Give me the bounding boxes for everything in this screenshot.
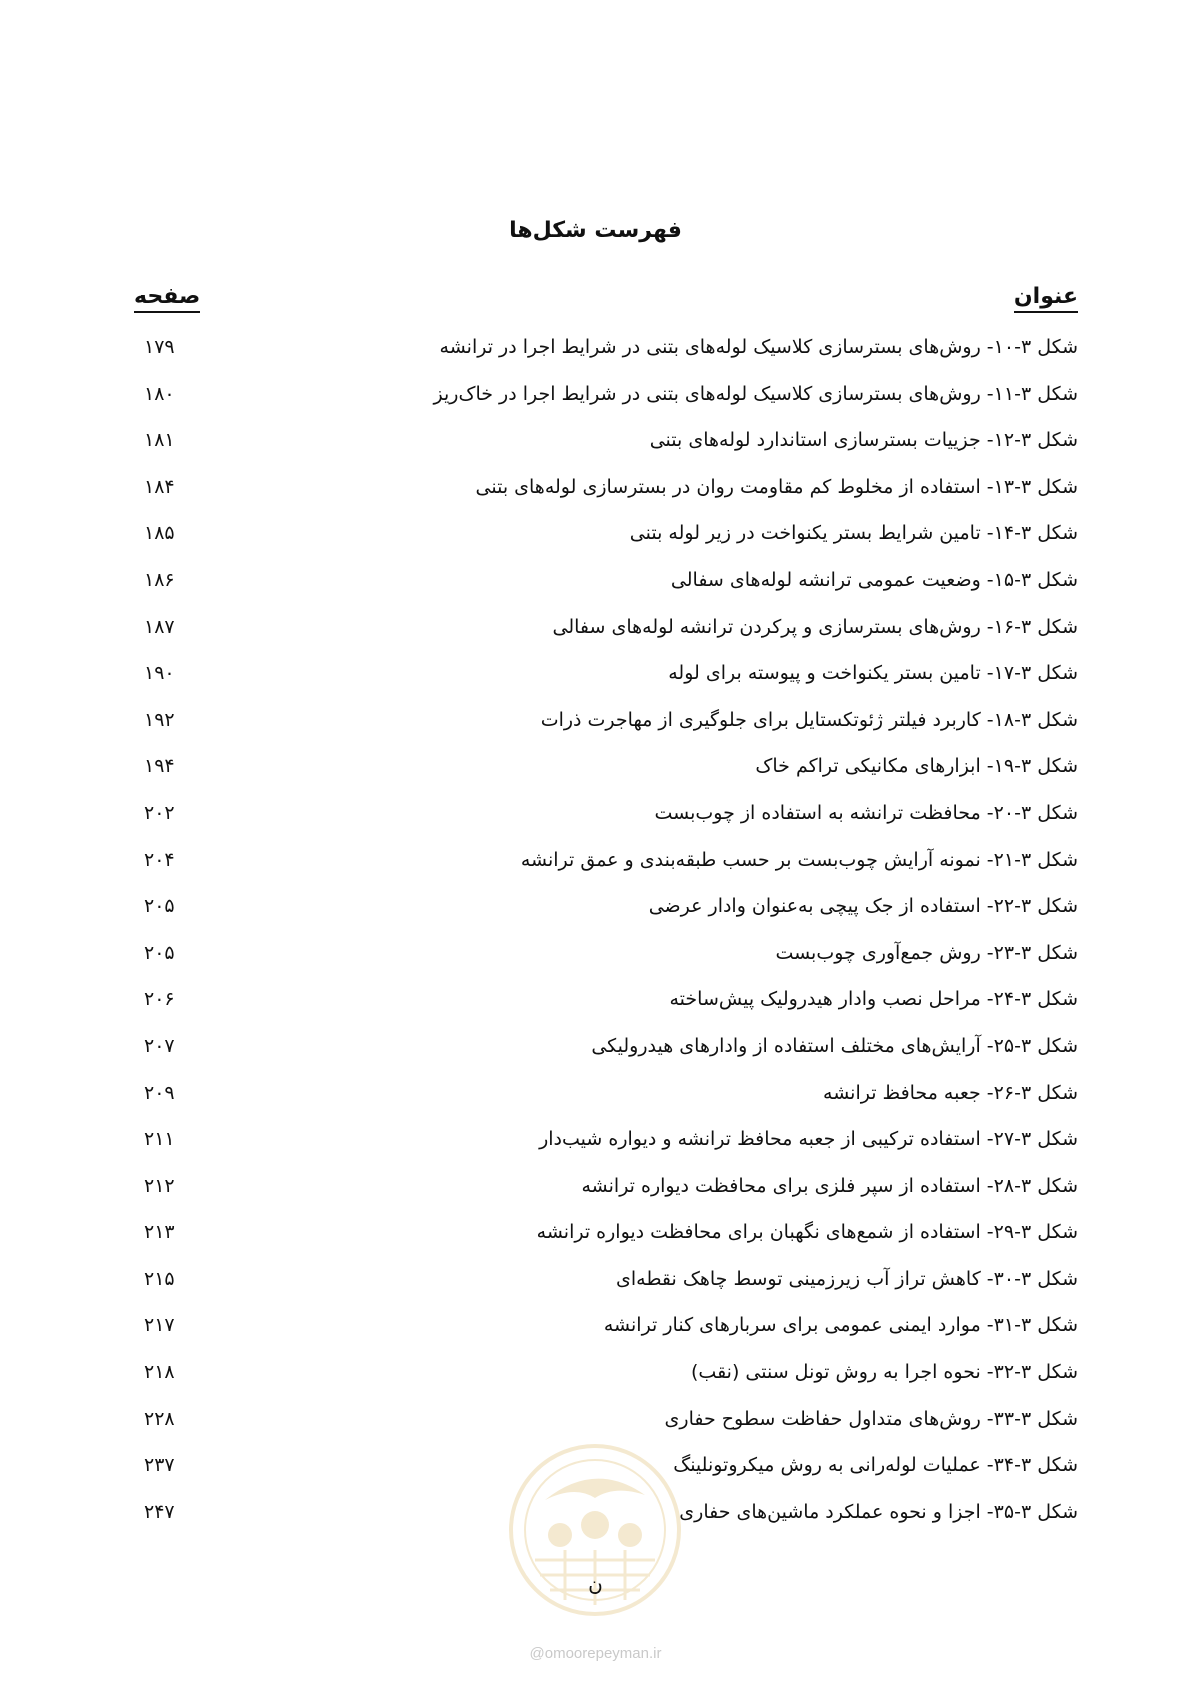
list-item [134,1308,1078,1355]
list-item [134,656,1078,703]
list-item [134,1262,1078,1309]
figure-title: شکل ۳-۱۳- استفاده از مخلوط کم مقاومت روان در بسترسازی لوله‌های بتنی [475,475,1078,498]
figure-page-number: ۲۰۹ [144,1081,175,1104]
figure-page-number: ۱۸۰ [144,382,175,405]
figure-page-number: ۱۹۲ [144,708,175,731]
figures-list [134,330,1078,1541]
figure-title: شکل ۳-۳۴- عملیات لوله‌رانی به روش میکروتونلینگ [673,1454,1078,1477]
list-item [134,423,1078,470]
figure-title: شکل ۳-۲۱- نمونه آرایش چوب‌بست بر حسب طبقه‌بندی و عمق ترانشه [520,848,1078,871]
list-item [134,610,1078,657]
figure-title: شکل ۳-۱۷- تامین بستر یکنواخت و پیوسته برای لوله [668,662,1078,685]
page-column-header: صفحه [134,284,200,313]
figure-page-number: ۱۸۴ [144,475,175,498]
list-item [134,703,1078,750]
list-item [134,982,1078,1029]
figure-title: شکل ۳-۱۱- روش‌های بسترسازی کلاسیک لوله‌های بتنی در شرایط اجرا در خاک‌ریز [433,382,1078,405]
list-item [134,1402,1078,1449]
figure-title: شکل ۳-۱۲- جزییات بسترسازی استاندارد لوله‌های بتنی [649,429,1078,452]
list-item [134,1169,1078,1216]
list-item [134,1448,1078,1495]
figure-title: شکل ۳-۲۴- مراحل نصب وادار هیدرولیک پیش‌ساخته [669,988,1078,1011]
figure-page-number: ۲۲۸ [144,1407,175,1430]
figure-title: شکل ۳-۲۹- استفاده از شمع‌های نگهبان برای محافظت دیواره ترانشه [536,1221,1078,1244]
figure-page-number: ۲۰۲ [144,801,175,824]
figure-page-number: ۲۱۸ [144,1361,175,1384]
figure-title: شکل ۳-۱۴- تامین شرایط بستر یکنواخت در زیر لوله بتنی [629,522,1078,545]
figure-page-number: ۲۱۵ [144,1267,175,1290]
list-item [134,796,1078,843]
list-header [134,284,1078,320]
figure-page-number: ۲۰۵ [144,895,175,918]
figure-title: شکل ۳-۲۵- آرایش‌های مختلف استفاده از وادارهای هیدرولیکی [591,1034,1078,1057]
list-item [134,470,1078,517]
page-number: ن [588,1572,603,1596]
watermark-url: @omoorepeyman.ir [529,1645,662,1662]
figure-title: شکل ۳-۲۲- استفاده از جک پیچی به‌عنوان وادار عرضی [648,895,1078,918]
figure-title: شکل ۳-۲۰- محافظت ترانشه به استفاده از چوب‌بست [654,801,1078,824]
figure-page-number: ۲۰۵ [144,941,175,964]
page-title: فهرست شکل‌ها [509,218,682,243]
figure-title: شکل ۳-۱۵- وضعیت عمومی ترانشه لوله‌های سفالی [670,568,1078,591]
figure-title: شکل ۳-۳۵- اجزا و نحوه عملکرد ماشین‌های حفاری [679,1500,1078,1523]
list-item [134,330,1078,377]
figure-page-number: ۲۱۱ [144,1128,175,1151]
figure-title: شکل ۳-۳۲- نحوه اجرا به روش تونل سنتی (نقب) [691,1361,1078,1384]
figure-title: شکل ۳-۱۶- روش‌های بسترسازی و پرکردن ترانشه لوله‌های سفالی [552,615,1078,638]
figure-page-number: ۱۸۱ [144,429,175,452]
figure-page-number: ۲۳۷ [144,1454,175,1477]
figure-page-number: ۲۰۶ [144,988,175,1011]
figure-title: شکل ۳-۱۰- روش‌های بسترسازی کلاسیک لوله‌های بتنی در شرایط اجرا در ترانشه [439,336,1078,358]
list-item [134,1076,1078,1123]
figure-page-number: ۲۱۲ [144,1174,175,1197]
figure-title: شکل ۳-۳۳- روش‌های متداول حفاظت سطوح حفاری [664,1407,1078,1430]
list-item [134,889,1078,936]
figure-page-number: ۱۹۴ [144,755,175,778]
list-item [134,749,1078,796]
figure-title: شکل ۳-۲۳- روش جمع‌آوری چوب‌بست [775,941,1078,964]
figure-page-number: ۱۸۵ [144,522,175,545]
figure-title: شکل ۳-۲۷- استفاده ترکیبی از جعبه محافظ ترانشه و دیواره شیب‌دار [539,1128,1078,1151]
list-item [134,1122,1078,1169]
figure-title: شکل ۳-۲۸- استفاده از سپر فلزی برای محافظت دیواره ترانشه [581,1174,1078,1197]
figure-page-number: ۱۸۷ [144,615,175,638]
figure-page-number: ۲۴۷ [144,1500,175,1523]
list-item [134,516,1078,563]
list-item [134,1029,1078,1076]
figure-page-number: ۲۱۷ [144,1314,175,1337]
list-item [134,1355,1078,1402]
list-item [134,936,1078,983]
figure-page-number: ۱۸۶ [144,568,175,591]
figure-page-number: ۲۰۷ [144,1034,175,1057]
figure-page-number: ۱۹۰ [144,662,175,685]
figure-title: شکل ۳-۲۶- جعبه محافظ ترانشه [823,1081,1078,1104]
figure-title: شکل ۳-۱۹- ابزارهای مکانیکی تراکم خاک [755,755,1078,778]
figure-page-number: ۱۷۹ [144,336,175,358]
list-item [134,1495,1078,1542]
list-item [134,1215,1078,1262]
figure-title: شکل ۳-۳۱- موارد ایمنی عمومی برای سربارهای کنار ترانشه [603,1314,1078,1337]
list-item [134,377,1078,424]
figure-page-number: ۲۱۳ [144,1221,175,1244]
list-item [134,563,1078,610]
title-column-header: عنوان [1014,284,1078,313]
list-item [134,843,1078,890]
figure-page-number: ۲۰۴ [144,848,175,871]
figure-title: شکل ۳-۳۰- کاهش تراز آب زیرزمینی توسط چاهک نقطه‌ای [616,1267,1078,1290]
figure-title: شکل ۳-۱۸- کاربرد فیلتر ژئوتکستایل برای جلوگیری از مهاجرت ذرات [540,708,1078,731]
